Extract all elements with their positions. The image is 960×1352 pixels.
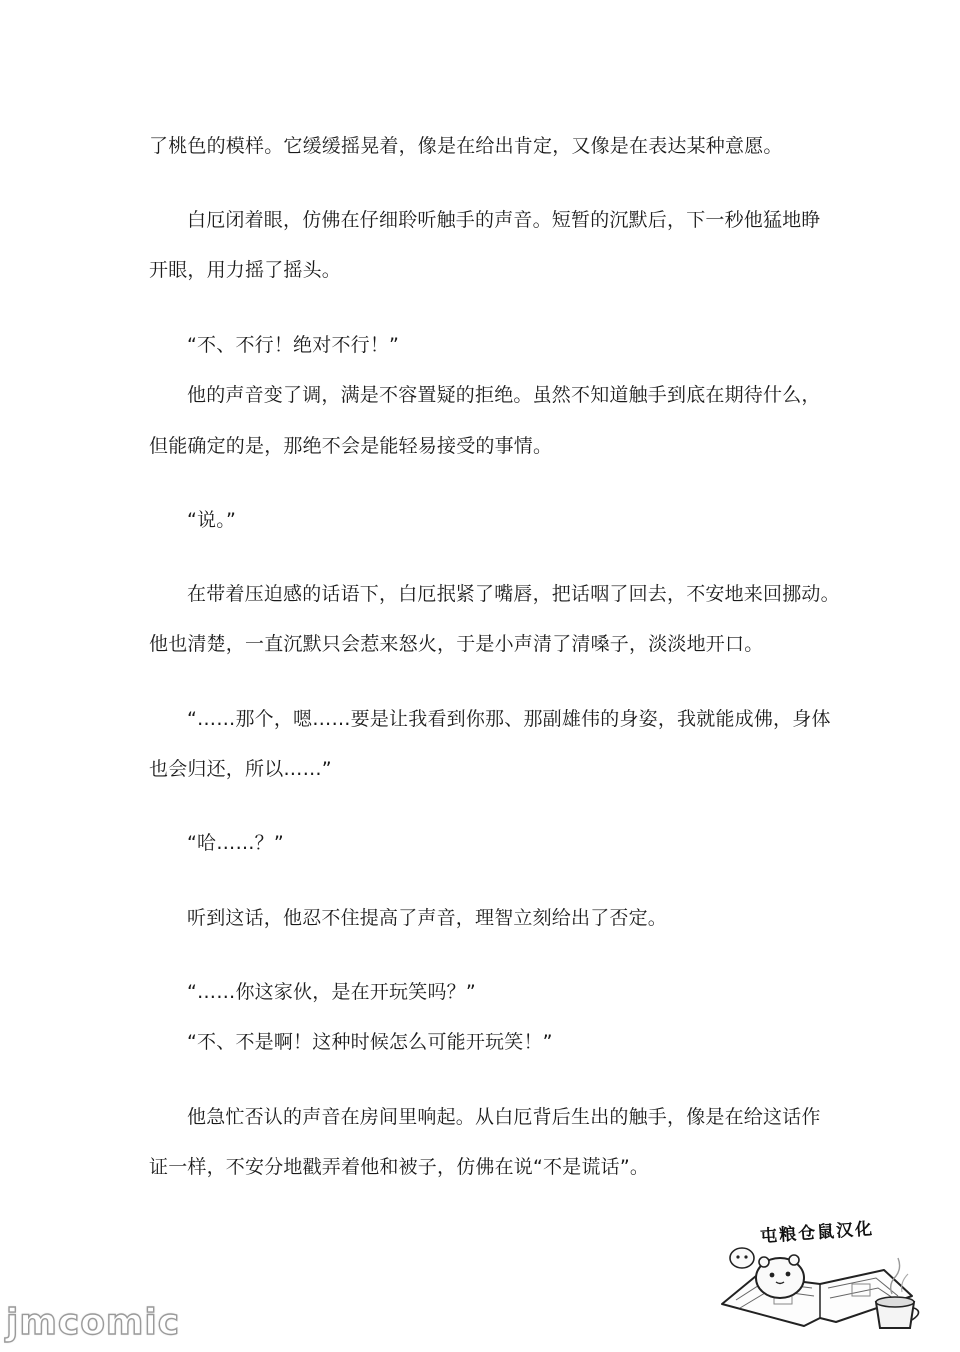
stamp-title: 屯粮仓鼠汉化: [759, 1219, 875, 1247]
text-line: 白厄闭着眼，仿佛在仔细聆听触手的声音。短暂的沉默后，下一秒他猛地睁: [187, 209, 821, 231]
dialogue-line: “……那个，嗯……要是让我看到你那、那副雄伟的身姿，我就能成佛，身体: [187, 708, 831, 730]
dialogue-line: “说。”: [187, 509, 236, 531]
dialogue-line: “不、不是啊！这种时候怎么可能开玩笑！”: [187, 1031, 553, 1053]
watermark-logo: jmcomic: [6, 1302, 181, 1343]
dialogue-line: 也会归还，所以……”: [149, 758, 332, 780]
dialogue-line: “哈……？”: [187, 832, 284, 854]
dialogue-line: “……你这家伙，是在开玩笑吗？”: [187, 981, 476, 1003]
translation-group-stamp: [716, 1218, 926, 1338]
text-line: 他的声音变了调，满是不容置疑的拒绝。虽然不知道触手到底在期待什么，: [187, 384, 821, 406]
text-line: 他也清楚，一直沉默只会惹来怒火，于是小声清了清嗓子，淡淡地开口。: [149, 633, 764, 655]
text-line: 听到这话，他忍不住提高了声音，理智立刻给出了否定。: [187, 907, 668, 929]
text-line: 了桃色的模样。它缓缓摇晃着，像是在给出肯定，又像是在表达某种意愿。: [149, 135, 783, 157]
text-line: 开眼，用力摇了摇头。: [149, 259, 342, 281]
text-line: 但能确定的是，那绝不会是能轻易接受的事情。: [149, 435, 553, 457]
dialogue-line: “不、不行！绝对不行！”: [187, 334, 400, 356]
text-line: 证一样，不安分地戳弄着他和被子，仿佛在说“不是谎话”。: [149, 1156, 650, 1178]
text-line: 在带着压迫感的话语下，白厄抿紧了嘴唇，把话咽了回去，不安地来回挪动。: [187, 583, 840, 605]
text-line: 他急忙否认的声音在房间里响起。从白厄背后生出的触手，像是在给这话作: [187, 1106, 821, 1128]
